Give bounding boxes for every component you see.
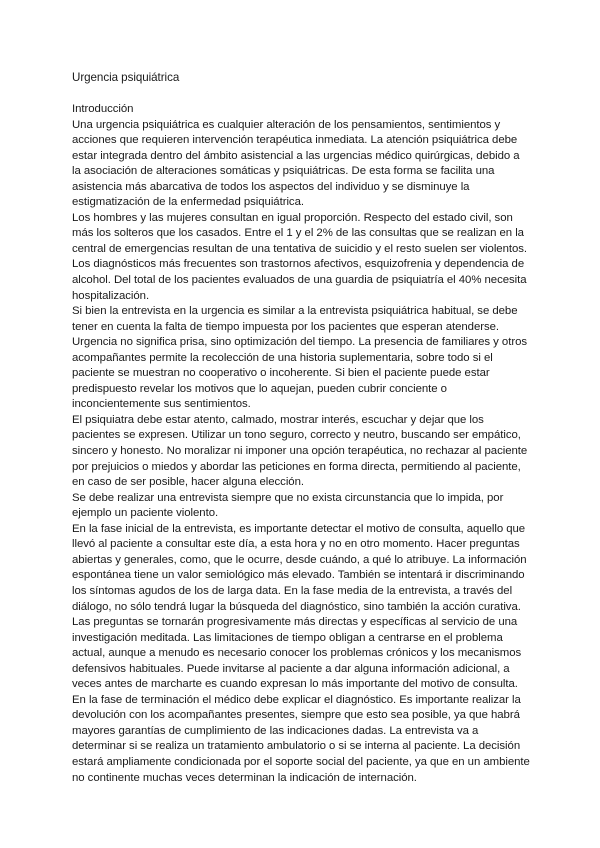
title-spacer <box>72 86 530 102</box>
paragraph: En la fase inicial de la entrevista, es importante detectar el motivo de consulta, aquello que llevó al paciente a consultar este día, a esta hora y no en otro momento. Hacer preguntas abiertas y generales, como, que le ocurre, desde cuándo, a qué lo atribuye. La información espontánea tiene un valor semiológico más elevado. También se intentará ir discriminando los síntomas agudos de los de larga data. En la fase media de la entrevista, a través del diálogo, no sólo tendrá lugar la búsqueda del diagnóstico, sino también la acción curativa. Las preguntas se tornarán progresivamente más directas y específicas al servicio de una investigación meditada. Las limitaciones de tiempo obligan a centrarse en el problema actual, aunque a menudo es necesario conocer los problemas crónicos y los mecanismos defensivos habituales. Puede invitarse al paciente a dar alguna información adicional, a veces antes de marcharte es cuando expresan lo más importante del motivo de consulta. <box>72 522 527 691</box>
section-heading: Introducción <box>72 103 134 115</box>
paragraph: Si bien la entrevista en la urgencia es similar a la entrevista psiquiátrica habitual, se debe tener en cuenta la falta de tiempo impuesta por los pacientes que esperan atenderse. Urgencia no significa prisa, sino optimización del tiempo. La presencia de familiares y otros acompañantes permite la recolección de una historia suplementaria, sobre todo si el paciente se muestran no cooperativo o incoherente. Si bien el paciente puede estar predispuesto revelar los motivos que lo aquejan, pueden cubrir conciente o inconcientemente sus sentimientos. <box>72 305 527 411</box>
paragraph: Se debe realizar una entrevista siempre que no exista circunstancia que lo impida, por ejemplo un paciente violento. <box>72 491 504 520</box>
document-body <box>72 70 530 786</box>
paragraph: En la fase de terminación el médico debe explicar el diagnóstico. Es importante realizar la devolución con los acompañantes presentes, siempre que esto sea posible, ya que habrá mayores garantías de cumplimiento de las indicaciones dadas. La entrevista va a determinar si se realiza un tratamiento ambulatorio o si se interna al paciente. La decisión estará ampliamente condicionada por el soporte social del paciente, ya que en un ambiente no continente muchas veces determinan la indicación de internación. <box>72 693 530 784</box>
paragraph: Los hombres y las mujeres consultan en igual proporción. Respecto del estado civil, son más los solteros que los casados. Entre el 1 y el 2% de las consultas que se realizan en la central de emergencias resultan de una tentativa de suicidio y el resto suelen ser violentos. Los diagnósticos más frecuentes son trastornos afectivos, esquizofrenia y dependencia de alcohol. Del total de los pacientes evaluados de una guardia de psiquiatría el 40% necesita hospitalización. <box>72 211 528 302</box>
document-title: Urgencia psiquiátrica <box>72 71 180 84</box>
paragraph: Una urgencia psiquiátrica es cualquier alteración de los pensamientos, sentimientos y acciones que requieren intervención terapéutica inmediata. La atención psiquiátrica debe estar integrada dentro del ámbito asistencial a las urgencias médico quirúrgicas, debido a la asociación de alteraciones somáticas y psiquiátricas. De esta forma se facilita una asistencia más abarcativa de todos los aspectos del individuo y se disminuye la estigmatización de la enfermedad psiquiátrica. <box>72 118 520 209</box>
paragraph: El psiquiatra debe estar atento, calmado, mostrar interés, escuchar y dejar que los pacientes se expresen. Utilizar un tono seguro, correcto y neutro, buscando ser empático, sincero y honesto. No moralizar ni imponer una opción terapéutica, no rechazar al paciente por prejuicios o miedos y abordar las peticiones en forma directa, permitiendo al paciente, en caso de ser posible, hacer alguna elección. <box>72 413 528 489</box>
